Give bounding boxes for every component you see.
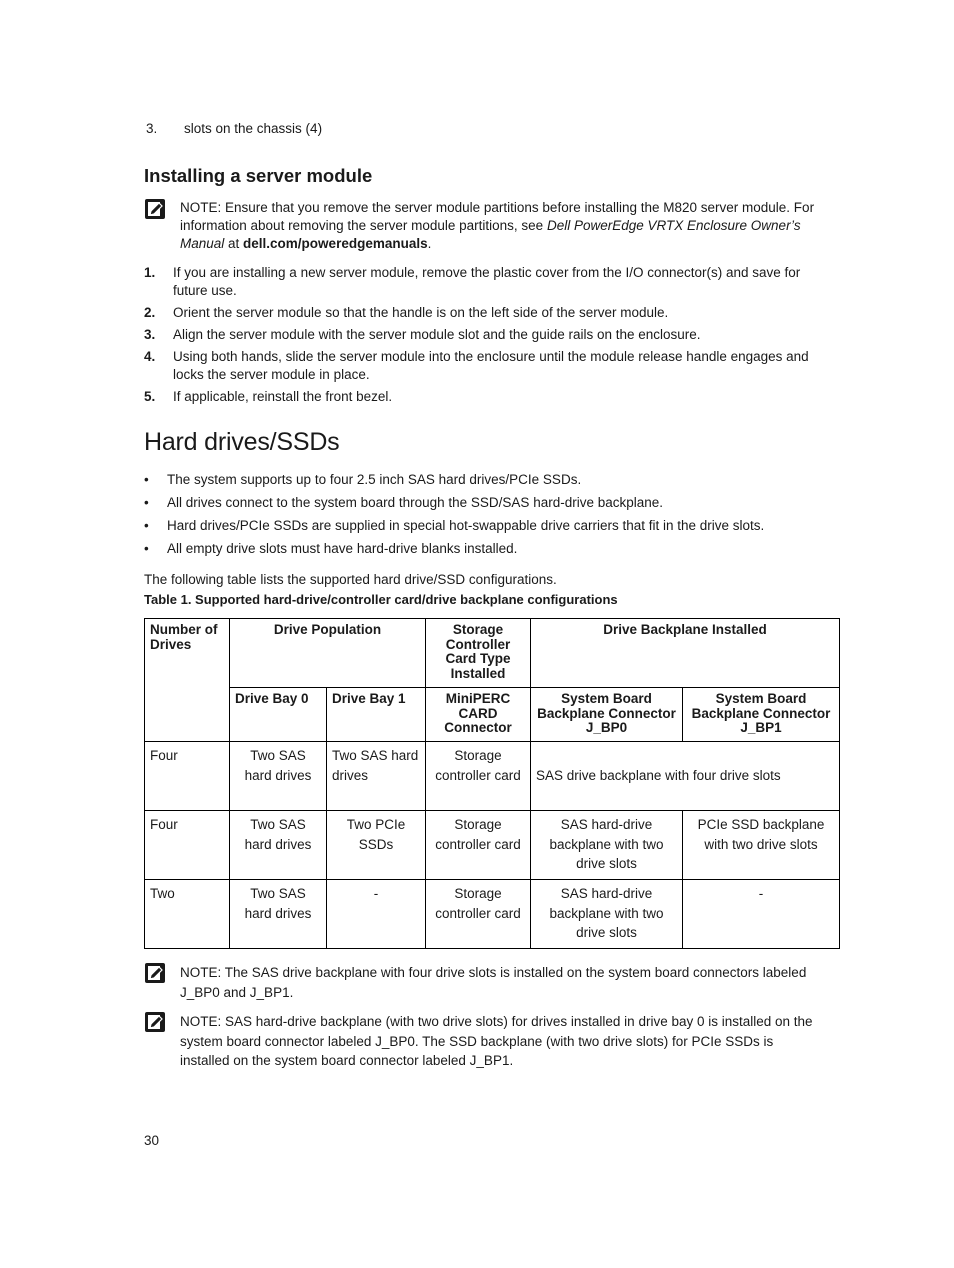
cell-bp1: PCIe SSD backplane with two drive slots [683, 811, 840, 880]
bullet-item [144, 540, 834, 563]
cell-bay1: Two SAS hard drives [327, 742, 426, 811]
bullet-dot: • [144, 495, 149, 510]
cell-bay0: Two SAS hard drives [230, 811, 327, 880]
note-2-text [180, 963, 824, 1002]
cell-controller: Storage controller card [426, 880, 531, 949]
step-number: 2. [144, 305, 156, 320]
header-number-of-drives: Number of Drives [145, 619, 230, 742]
bullet-dot: • [144, 541, 149, 556]
step-item [144, 348, 824, 384]
note-2-body: The SAS drive backplane with four drive slots is installed on the system board connectors labeled J_BP0 and J_BP1. [180, 965, 807, 1000]
step-text: Align the server module with the server module slot and the guide rails on the enclosure. [173, 327, 701, 342]
cell-drives: Four [145, 811, 230, 880]
table-header-row [145, 619, 840, 688]
cell-controller: Storage controller card [426, 742, 531, 811]
header-drive-bay-0: Drive Bay 0 [230, 688, 327, 742]
note-1-label: NOTE: [180, 200, 222, 215]
note-1-body-b: at [224, 236, 244, 251]
cell-bp0: SAS hard-drive backplane with two drive slots [531, 811, 683, 880]
cell-bay0: Two SAS hard drives [230, 880, 327, 949]
step-number: 3. [144, 327, 156, 342]
note-1-text [180, 199, 824, 253]
bullet-item [144, 471, 834, 494]
note-2-label: NOTE: [180, 965, 222, 980]
hard-drive-bullets [144, 471, 834, 563]
note-1-manual-title: Dell PowerEdge VRTX Enclosure Owner’s Manual [180, 218, 801, 251]
note-3-text [180, 1012, 824, 1071]
cell-backplane: SAS drive backplane with four drive slots [531, 742, 840, 811]
cell-bay0: Two SAS hard drives [230, 742, 327, 811]
top-list-item [146, 120, 322, 138]
note-2 [144, 963, 824, 1002]
section-title: Installing a server module [144, 165, 373, 186]
table-row [145, 811, 840, 880]
bullet-text: The system supports up to four 2.5 inch SAS hard drives/PCIe SSDs. [167, 472, 582, 487]
table-caption: Table 1. Supported hard-drive/controller card/drive backplane configurations [144, 592, 618, 607]
table-row [145, 742, 840, 811]
chapter-title: Hard drives/SSDs [144, 428, 340, 456]
step-item [144, 326, 824, 344]
header-bp0: System Board Backplane Connector J_BP0 [531, 688, 683, 742]
cell-drives: Four [145, 742, 230, 811]
bullet-text: All empty drive slots must have hard-drive blanks installed. [167, 541, 518, 556]
header-backplane-installed: Drive Backplane Installed [531, 619, 840, 688]
header-bp1: System Board Backplane Connector J_BP1 [683, 688, 840, 742]
step-text: If applicable, reinstall the front bezel. [173, 389, 393, 404]
step-item [144, 388, 824, 406]
header-drive-bay-1: Drive Bay 1 [327, 688, 426, 742]
drive-config-table [144, 618, 840, 949]
bullet-item [144, 494, 834, 517]
cell-bp0: SAS hard-drive backplane with two drive slots [531, 880, 683, 949]
note-3 [144, 1012, 824, 1071]
top-list-text: slots on the chassis (4) [184, 121, 323, 136]
bullet-dot: • [144, 472, 149, 487]
cell-bay1: - [327, 880, 426, 949]
note-3-label: NOTE: [180, 1014, 222, 1029]
note-pencil-icon [144, 198, 166, 220]
note-1-body-c: . [427, 236, 432, 251]
install-steps [144, 264, 824, 410]
step-number: 5. [144, 389, 156, 404]
bullet-text: Hard drives/PCIe SSDs are supplied in special hot-swappable drive carriers that fit in the drive slots. [167, 518, 765, 533]
note-3-body: SAS hard-drive backplane (with two drive slots) for drives installed in drive bay 0 is installed on the system board connector labeled J_BP0. The SSD backplane (with two drive slots) for PCIe SSDs is installed on the system board connector labeled J_BP1. [180, 1014, 813, 1068]
table-row [145, 880, 840, 949]
table-intro: The following table lists the supported hard drive/SSD configurations. [144, 572, 557, 587]
cell-bay1: Two PCIe SSDs [327, 811, 426, 880]
cell-drives: Two [145, 880, 230, 949]
top-list-number: 3. [146, 121, 158, 136]
note-1-body-a: Ensure that you remove the server module partitions before installing the M820 server module. For information about removing the server module partitions, see [180, 200, 815, 233]
note-1 [144, 199, 824, 253]
page-number: 30 [144, 1133, 160, 1148]
note-pencil-icon [144, 962, 166, 984]
header-drive-population: Drive Population [230, 619, 426, 688]
table-subheader-row [145, 688, 840, 742]
step-text: Orient the server module so that the handle is on the left side of the server module. [173, 305, 669, 320]
bullet-text: All drives connect to the system board through the SSD/SAS hard-drive backplane. [167, 495, 664, 510]
bullet-item [144, 517, 834, 540]
step-text: If you are installing a new server module, remove the plastic cover from the I/O connector(s) and save for future use. [173, 265, 801, 298]
step-number: 1. [144, 265, 156, 280]
header-miniperc: MiniPERC CARD Connector [426, 688, 531, 742]
note-pencil-icon [144, 1011, 166, 1033]
step-item [144, 304, 824, 322]
bullet-dot: • [144, 518, 149, 533]
step-number: 4. [144, 349, 156, 364]
step-text: Using both hands, slide the server module into the enclosure until the module release handle engages and locks the server module in place. [173, 349, 809, 382]
header-storage-controller: Storage Controller Card Type Installed [426, 619, 531, 688]
note-1-link[interactable]: dell.com/poweredgemanuals [243, 236, 428, 251]
step-item [144, 264, 824, 300]
cell-bp1: - [683, 880, 840, 949]
cell-controller: Storage controller card [426, 811, 531, 880]
